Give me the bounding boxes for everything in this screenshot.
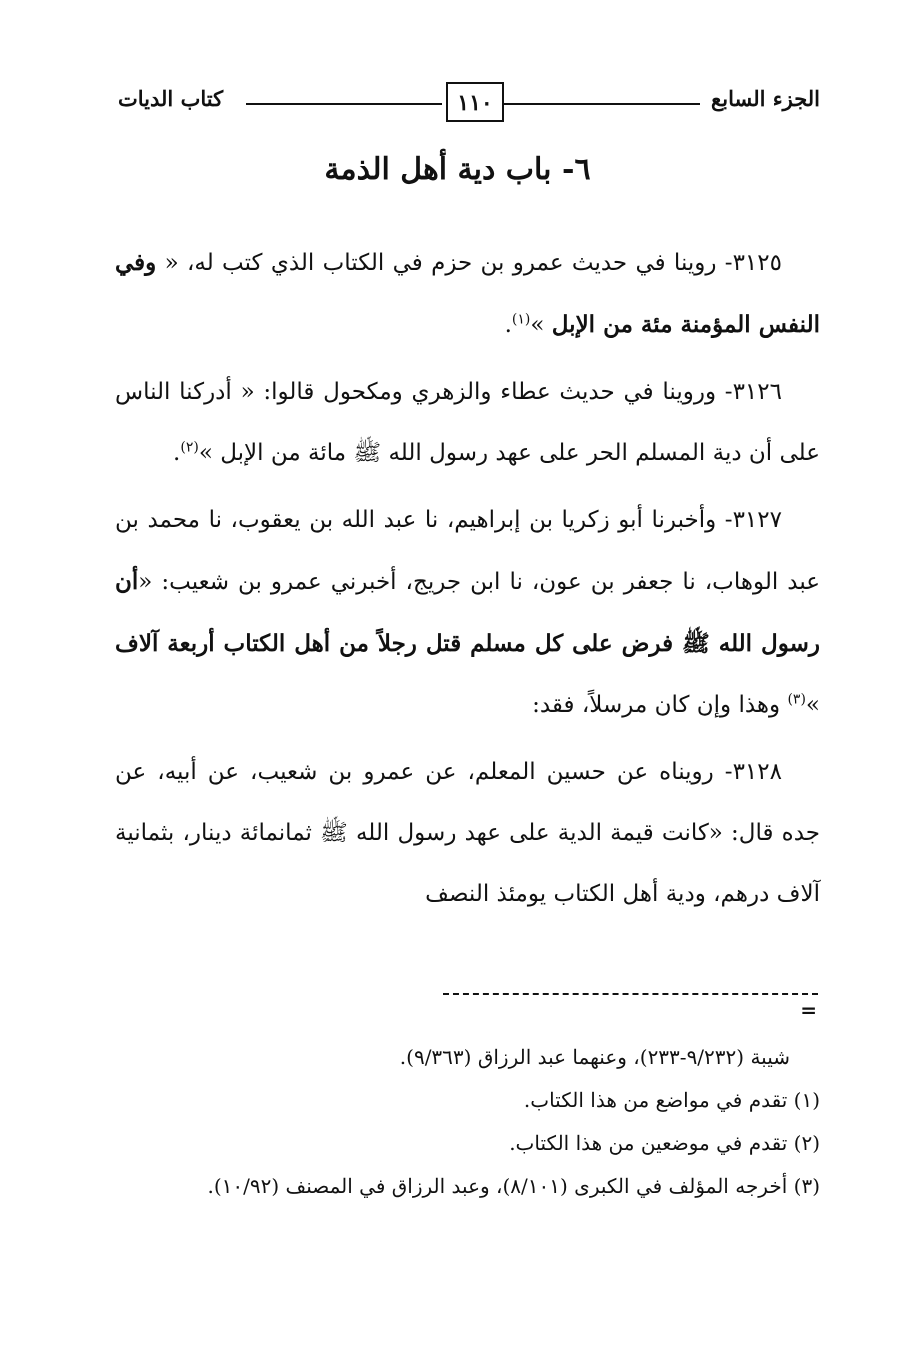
paragraph-text: ٣١٢٥- روينا في حديث عمرو بن حزم في الكتاب الذي كتب له، « (156, 250, 782, 276)
footnote-continuation: شيبة (٩/٢٣٢-٢٣٣)، وعنهما عبد الرزاق (٩/٣٦٣). (399, 1045, 790, 1069)
paragraph-3127 (115, 490, 820, 736)
paragraph-text: ٣١٢٦- وروينا في حديث عطاء والزهري ومكحول قالوا: « أدركنا الناس على أن دية المسلم الحر على عهد رسول الله ﷺ مائة من الإبل » (115, 379, 820, 466)
footnotes (115, 1036, 820, 1208)
footnote-ref-3: (٣) (787, 691, 806, 708)
footnote-separator (443, 993, 818, 995)
footnote-1: (١) تقدم في مواضع من هذا الكتاب. (523, 1088, 820, 1112)
footnote-2: (٢) تقدم في موضعين من هذا الكتاب. (509, 1131, 820, 1155)
header-book-label: كتاب الديات (118, 86, 224, 111)
paragraph-end: وهذا وإن كان مرسلاً، فقد: (532, 692, 788, 718)
paragraph-3125 (115, 232, 820, 356)
footnote-ref-1: (١) (511, 311, 531, 328)
quote-close: » (805, 692, 820, 718)
footnote-continuation-marker: = (800, 998, 817, 1022)
main-text (115, 232, 820, 931)
paragraph-text: ٣١٢٧- وأخبرنا أبو زكريا بن إبراهيم، نا عبد الله بن يعقوب، نا محمد بن عبد الوهاب، نا جعفر بن عون، نا ابن جريج، أخبرني عمرو بن شعيب: « (115, 507, 820, 595)
paragraph-text: ٣١٢٨- رويناه عن حسين المعلم، عن عمرو بن شعيب، عن أبيه، عن جده قال: «كانت قيمة الدية على عهد رسول الله ﷺ ثمانمائة دينار، بثمانية آلاف درهم، ودية أهل الكتاب يومئذ النصف (115, 759, 820, 907)
paragraph-end: . (173, 440, 181, 466)
header-part-label: الجزء السابع (711, 86, 820, 111)
hadith-quote: أن رسول الله ﷺ فرض على كل مسلم قتل رجلاً من أهل الكتاب أربعة آلاف (115, 568, 820, 657)
hadith-quote: وفي النفس المؤمنة مئة من الإبل (115, 249, 820, 338)
paragraph-end: . (504, 312, 512, 338)
running-header (118, 82, 820, 126)
header-rule-right (504, 103, 700, 105)
paragraph-3128 (115, 742, 820, 925)
page-number: ١١٠ (446, 82, 504, 122)
chapter-title: ٦- باب دية أهل الذمة (324, 152, 591, 187)
header-rule-left (246, 103, 442, 105)
footnote-ref-2: (٢) (180, 439, 199, 456)
paragraph-3126 (115, 362, 820, 484)
quote-close: » (530, 312, 552, 338)
footnote-3: (٣) أخرجه المؤلف في الكبرى (٨/١٠١)، وعبد الرزاق في المصنف (١٠/٩٢). (207, 1174, 820, 1198)
